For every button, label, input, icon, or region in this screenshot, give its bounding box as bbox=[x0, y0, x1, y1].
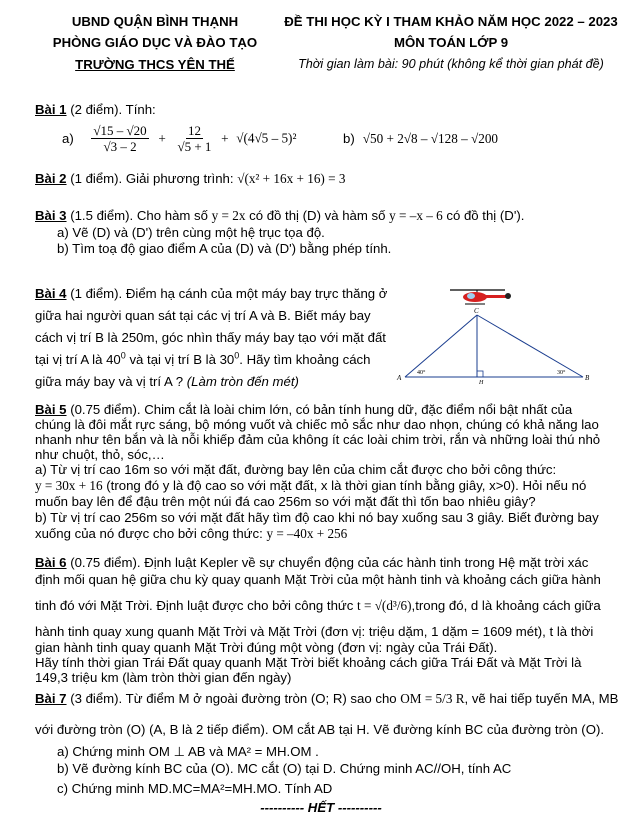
question-4-text: tại vị trí A là 40 bbox=[35, 352, 121, 367]
question-4-text: (1 điểm). Điểm hạ cánh của một máy bay trực thăng ở bbox=[66, 286, 388, 301]
question-3b: b) Tìm toạ độ giao điểm A của (D) và (D') bằng phép tính. bbox=[57, 241, 392, 256]
question-7-line-1 bbox=[35, 691, 618, 707]
question-7-text: , vẽ hai tiếp tuyến MA, MB bbox=[464, 691, 619, 706]
plus-sign: + bbox=[158, 130, 166, 146]
question-3-text: có đồ thị (D) và hàm số bbox=[245, 208, 390, 223]
question-3-text: (1.5 điểm). Cho hàm số bbox=[66, 208, 212, 223]
question-2-label: Bài 2 bbox=[35, 171, 67, 186]
question-6-line-6: Hãy tính thời gian Trái Đất quay quanh Mặt Trời biết khoảng cách giữa Trái Đất và Mặt Trời là bbox=[35, 655, 582, 670]
school-name: TRƯỜNG THCS YÊN THẾ bbox=[75, 57, 235, 72]
department-name: PHÒNG GIÁO DỤC VÀ ĐÀO TẠO bbox=[52, 35, 258, 50]
question-3a: a) Vẽ (D) và (D') trên cùng một hệ trục tọa độ. bbox=[57, 225, 325, 240]
question-4-text: giữa máy bay và vị trí A ? bbox=[35, 374, 187, 389]
question-2-text: (1 điểm). Giải phương trình: bbox=[66, 171, 238, 186]
question-6-line-7: 149,3 triệu km (làm tròn thời gian đến ngày) bbox=[35, 670, 292, 685]
degree-sign: 0 bbox=[234, 350, 240, 361]
question-5-line-8: b) Từ vị trí cao 256m so với mặt đất hãy tìm độ cao khi nó bay xuống sau 3 giây. Biết đường bay bbox=[35, 510, 599, 525]
question-1b-expression: √50 + 2√8 – √128 – √200 bbox=[362, 131, 499, 146]
question-5-line-7: muốn bay lên để đậu trên một núi đá cao 256m so với mặt đất thì tốn bao nhiêu giây? bbox=[35, 494, 536, 509]
fraction-1-numerator: √15 – √20 bbox=[93, 123, 147, 138]
question-1-label: Bài 1 bbox=[35, 102, 67, 117]
rounding-note: (Làm tròn đến mét) bbox=[186, 374, 299, 389]
question-5-line-1 bbox=[35, 402, 572, 417]
question-5-text: (0.75 điểm). Chim cắt là loài chim lớn, có bản tính hung dữ, đặc điểm nổi bật nhất của bbox=[66, 402, 573, 417]
question-7-text: (3 điểm). Từ điểm M ở ngoài đường tròn (O; R) sao cho bbox=[66, 691, 401, 706]
question-3-text: có đồ thị (D'). bbox=[442, 208, 525, 223]
helicopter-icon bbox=[450, 290, 511, 304]
plus-sign: + bbox=[221, 130, 229, 146]
question-5-line-6 bbox=[35, 478, 586, 494]
question-4-text: và tại vị trí B là 30 bbox=[125, 352, 235, 367]
radical-term: √(4√5 – 5)² bbox=[236, 130, 297, 146]
kepler-formula: t = √(d³/6) bbox=[357, 598, 412, 613]
fraction-2-numerator: 12 bbox=[187, 123, 201, 138]
question-4-line-5 bbox=[35, 374, 299, 389]
question-7c: c) Chứng minh MD.MC=MA²=MH.MO. Tính AD bbox=[57, 781, 333, 796]
question-1a-label: a) bbox=[62, 131, 74, 146]
label-h: H bbox=[479, 380, 484, 385]
question-6-line-5: gian hành tinh quay quanh Mặt Trời đúng một vòng (đơn vị: ngày của Trái Đất). bbox=[35, 640, 498, 655]
fraction-2-denominator: √5 + 1 bbox=[177, 139, 212, 154]
om-formula: OM = 5/3 R bbox=[400, 691, 465, 706]
question-4-label: Bài 4 bbox=[35, 286, 67, 301]
exam-time-note: Thời gian làm bài: 90 phút (không kể thời gian phát đề) bbox=[298, 57, 604, 71]
end-marker: ---------- HẾT ---------- bbox=[260, 800, 382, 815]
question-5-text: (trong đó y là độ cao so với mặt đất, x là thời gian tính bằng giây, x>0). Hỏi nếu nó bbox=[102, 478, 587, 493]
question-1b bbox=[343, 131, 498, 147]
question-5-line-2: chúng là đôi mắt rực sáng, bộ móng vuốt và chiếc mỏ sắc như dao nhọn, chúng có khả năng lao bbox=[35, 417, 599, 432]
ascent-formula: y = 30x + 16 bbox=[35, 478, 103, 493]
exam-subject: MÔN TOÁN LỚP 9 bbox=[393, 35, 509, 50]
district-name: UBND QUẬN BÌNH THẠNH bbox=[71, 14, 239, 29]
question-7b: b) Vẽ đường kính BC của (O). MC cắt (O) tại D. Chứng minh AC//OH, tính AC bbox=[57, 761, 512, 776]
question-6-line-1 bbox=[35, 555, 588, 570]
question-6-text: tinh đó với Mặt Trời. Định luật được cho bởi công thức bbox=[35, 598, 357, 613]
question-5-line-3: nhanh như tên bắn và là nỗi khiếp đảm của không ít các loài chim trời, rắn và những loài thú nhỏ bbox=[35, 432, 601, 447]
label-b: B bbox=[585, 374, 590, 382]
question-4-line-3: cách vị trí B là 250m, góc nhìn thấy máy bay tạo với mặt đất bbox=[35, 330, 386, 345]
question-6-line-3 bbox=[35, 598, 601, 614]
question-1-heading bbox=[35, 102, 156, 117]
fraction-1-denominator: √3 – 2 bbox=[103, 139, 137, 154]
question-4-text: . Hãy tìm khoảng cách bbox=[239, 352, 371, 367]
label-a: A bbox=[397, 374, 402, 382]
question-6-text: (0.75 điểm). Định luật Kepler về sự chuyển động của các hành tinh trong Hệ mặt trời xác bbox=[66, 555, 589, 570]
descent-formula: y = –40x + 256 bbox=[266, 526, 348, 541]
question-6-line-2: định mối quan hệ giữa chu kỳ quay quanh Mặt Trời của một hành tinh và khoảng cách giữa hành bbox=[35, 572, 601, 587]
angle-a-label: 40° bbox=[417, 370, 426, 376]
question-6-label: Bài 6 bbox=[35, 555, 67, 570]
question-4-line-4 bbox=[35, 352, 371, 367]
question-7-label: Bài 7 bbox=[35, 691, 67, 706]
angle-b-label: 30° bbox=[557, 370, 566, 376]
question-4-line-1 bbox=[35, 286, 387, 301]
helicopter-diagram bbox=[395, 285, 600, 385]
question-7-line-2: với đường tròn (O) (A, B là 2 tiếp điểm). OM cắt AB tại H. Vẽ đường kính BC của đường tròn (O). bbox=[35, 722, 605, 737]
question-1-text: (2 điểm). Tính: bbox=[66, 102, 156, 117]
question-2-equation: √(x² + 16x + 16) = 3 bbox=[237, 171, 346, 186]
question-5-line-4: như chuột, thỏ, sóc,… bbox=[35, 447, 165, 462]
fraction-1 bbox=[91, 123, 148, 154]
label-c: C bbox=[474, 307, 479, 315]
degree-sign: 0 bbox=[120, 350, 126, 361]
question-5-text: xuống của nó được cho bởi công thức: bbox=[35, 526, 267, 541]
question-5-label: Bài 5 bbox=[35, 402, 67, 417]
question-3-label: Bài 3 bbox=[35, 208, 67, 223]
question-2 bbox=[35, 171, 345, 187]
fraction-2 bbox=[175, 123, 213, 154]
question-6-line-4: hành tinh quay xung quanh Mặt Trời và Mặt Trời (đơn vị: triệu dặm, 1 dặm = 1609 mét), t là thời bbox=[35, 624, 594, 639]
question-7a: a) Chứng minh OM ⊥ AB và MA² = MH.OM . bbox=[57, 744, 319, 759]
question-1a bbox=[62, 123, 296, 154]
question-5-line-9 bbox=[35, 526, 347, 542]
question-3 bbox=[35, 208, 524, 224]
question-1b-label: b) bbox=[343, 131, 355, 146]
exam-title: ĐỀ THI HỌC KỲ I THAM KHẢO NĂM HỌC 2022 – 2023 bbox=[284, 14, 618, 29]
function-d: y = 2x bbox=[211, 208, 246, 223]
question-6-text: ,trong đó, d là khoảng cách giữa bbox=[411, 598, 601, 613]
function-d-prime: y = –x – 6 bbox=[389, 208, 443, 223]
question-5-line-5: a) Từ vị trí cao 16m so với mặt đất, đường bay lên của chim cắt được cho bởi công thức: bbox=[35, 462, 557, 477]
question-4-line-2: giữa hai người quan sát tại các vị trí A và B. Biết máy bay bbox=[35, 308, 371, 323]
